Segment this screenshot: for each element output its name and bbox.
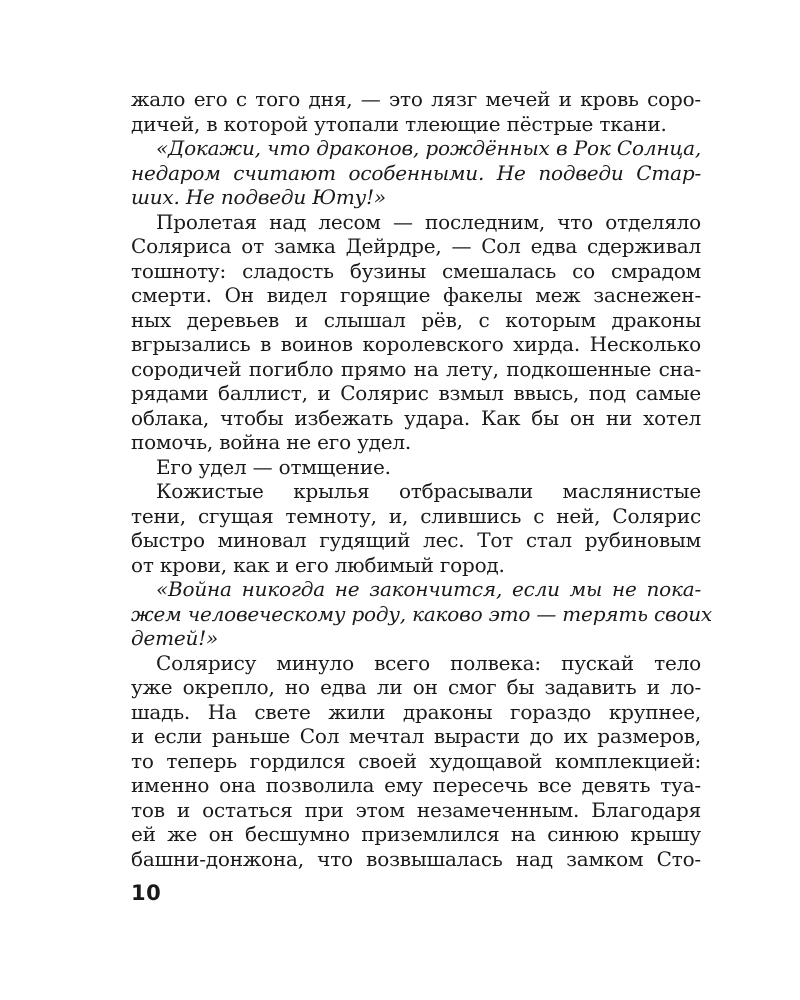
italic-quote	[131, 577, 712, 651]
text-line: жем человеческому роду, каково это — терять своих	[131, 601, 712, 626]
text-line: смерти. Он видел горящие факелы меж заснежен-	[131, 283, 701, 307]
book-page-text	[131, 87, 712, 871]
text-line: ей же он бесшумно приземлился на синюю крышу	[131, 822, 701, 846]
text-line: башни-донжона, что возвышалась над замком Сто-	[131, 846, 701, 871]
text-line: Пролетая над лесом — последним, что отделяло	[156, 209, 701, 234]
text-line: недаром считают особенными. Не подведи Стар-	[131, 160, 701, 185]
text-line: сородичей погибло прямо на лету, подкошенные сна-	[131, 356, 701, 381]
paragraph	[131, 651, 701, 872]
text-line: Соляриса от замка Дейрдре, — Сол едва сдерживал	[131, 234, 701, 258]
text-line: и если раньше Сол мечтал вырасти до их размеров,	[131, 724, 701, 748]
text-line: Солярису минуло всего полвека: пускай тело	[156, 650, 701, 675]
text-line: быстро миновал гудящий лес. Тот стал рубиновым	[131, 528, 701, 552]
text-line: «Докажи, что драконов, рождённых в Рок Солнца,	[156, 136, 701, 160]
text-line: помочь, война не его удел.	[131, 430, 412, 454]
text-line: тошноту: сладость бузины смешалась со смрадом	[131, 258, 701, 283]
text-line: Кожистые крылья отбрасывали маслянистые	[156, 479, 701, 503]
paragraph	[131, 455, 701, 480]
text-line: именно она позволила ему пересечь все девять туа-	[131, 773, 701, 797]
text-line: рядами баллист, и Солярис взмыл ввысь, под самые	[131, 381, 701, 405]
paragraph	[131, 87, 701, 136]
paragraph	[131, 479, 701, 577]
text-line: уже окрепло, но едва ли он смог бы задавить и ло-	[131, 675, 701, 699]
text-line: детей!»	[131, 626, 219, 650]
text-line: шадь. На свете жили драконы гораздо крупнее,	[131, 699, 701, 724]
text-line: тени, сгущая темноту, и, слившись с ней, Солярис	[131, 503, 701, 528]
text-line: жало его с того дня, — это лязг мечей и кровь соро-	[131, 87, 701, 111]
text-line: вгрызались в воинов королевского хирда. Несколько	[131, 332, 701, 356]
page-number: 10	[131, 881, 162, 905]
text-line: ших. Не подведи Юту!»	[131, 185, 386, 209]
text-line: Его удел — отмщение.	[156, 454, 391, 479]
text-line: облака, чтобы избежать удара. Как бы он ни хотел	[131, 405, 701, 430]
text-line: «Война никогда не закончится, если мы не пока-	[156, 577, 701, 601]
text-line: ных деревьев и слышал рёв, с которым драконы	[131, 307, 701, 332]
italic-quote	[131, 136, 701, 210]
text-line: тов и остаться при этом незамеченным. Благодаря	[131, 797, 701, 822]
paragraph	[131, 210, 701, 455]
text-line: то теперь гордился своей худощавой комплекцией:	[131, 748, 701, 773]
text-line: от крови, как и его любимый город.	[131, 552, 505, 577]
text-line: дичей, в которой утопали тлеющие пёстрые ткани.	[131, 111, 667, 136]
